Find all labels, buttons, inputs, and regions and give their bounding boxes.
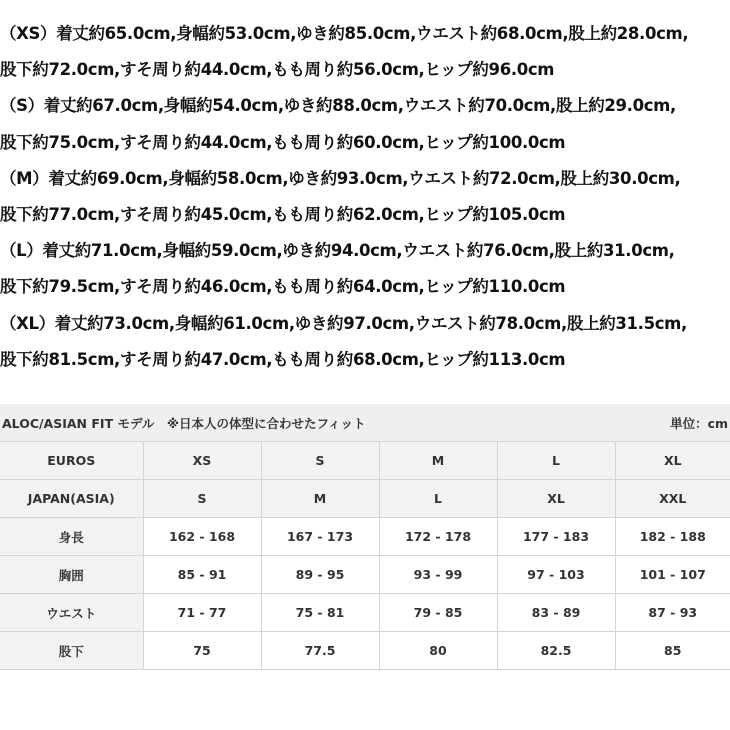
table-cell: M xyxy=(379,442,497,480)
table-cell: 71 - 77 xyxy=(143,594,261,632)
size-chart-caption: ALOC/ASIAN FIT モデル ※日本人の体型に合わせたフィット xyxy=(2,415,366,431)
measurement-line-xs: （XS）着丈約65.0cm,身幅約53.0cm,ゆき約85.0cm,ウエスト約68.0cm,股上約28.0cm, xyxy=(0,24,689,43)
size-chart xyxy=(0,404,730,670)
table-cell: 87 - 93 xyxy=(615,594,730,632)
measurement-line-xl: （XL）着丈約73.0cm,身幅約61.0cm,ゆき約97.0cm,ウエスト約78.0cm,股上約31.5cm, xyxy=(0,313,687,333)
measurement-list xyxy=(0,18,730,380)
table-row-chest xyxy=(0,556,730,594)
table-cell: 85 xyxy=(615,632,730,670)
table-cell: 75 xyxy=(143,632,261,670)
table-cell: L xyxy=(497,442,615,480)
table-row-japan xyxy=(0,480,730,518)
table-cell: 182 - 188 xyxy=(615,518,730,556)
table-cell: L xyxy=(379,480,497,518)
table-row-euros xyxy=(0,442,730,480)
row-label-euros: EUROS xyxy=(0,442,143,480)
table-row-waist xyxy=(0,594,730,632)
measurement-line-m-cont: 股下約77.0cm,すそ周り約45.0cm,もも周り約62.0cm,ヒップ約105.0cm xyxy=(0,204,566,224)
measurement-line-s-cont: 股下約75.0cm,すそ周り約44.0cm,もも周り約60.0cm,ヒップ約100.0cm xyxy=(0,132,566,152)
table-cell: 167 - 173 xyxy=(261,518,379,556)
table-cell: 177 - 183 xyxy=(497,518,615,556)
table-cell: 172 - 178 xyxy=(379,518,497,556)
table-row-inseam xyxy=(0,632,730,670)
table-cell: XL xyxy=(497,480,615,518)
table-cell: 89 - 95 xyxy=(261,556,379,594)
table-cell: 75 - 81 xyxy=(261,594,379,632)
size-table xyxy=(0,441,730,670)
table-cell: S xyxy=(143,480,261,518)
table-cell: XXL xyxy=(615,480,730,518)
row-label-waist: ウエスト xyxy=(0,594,143,632)
row-label-inseam: 股下 xyxy=(0,632,143,670)
table-cell: 83 - 89 xyxy=(497,594,615,632)
table-cell: M xyxy=(261,480,379,518)
measurement-line-xl-cont: 股下約81.5cm,すそ周り約47.0cm,もも周り約68.0cm,ヒップ約113.0cm xyxy=(0,349,566,369)
table-cell: 80 xyxy=(379,632,497,670)
table-cell: 93 - 99 xyxy=(379,556,497,594)
measurement-line-m: （M）着丈約69.0cm,身幅約58.0cm,ゆき約93.0cm,ウエスト約72.0cm,股上約30.0cm, xyxy=(0,168,681,188)
table-cell: S xyxy=(261,442,379,480)
measurement-line-l-cont: 股下約79.5cm,すそ周り約46.0cm,もも周り約64.0cm,ヒップ約110.0cm xyxy=(0,277,566,297)
table-cell: 79 - 85 xyxy=(379,594,497,632)
row-label-chest: 胸囲 xyxy=(0,556,143,594)
table-cell: 85 - 91 xyxy=(143,556,261,594)
table-row-height xyxy=(0,518,730,556)
row-label-japan: JAPAN(ASIA) xyxy=(0,480,143,518)
table-cell: XS xyxy=(143,442,261,480)
table-cell: 77.5 xyxy=(261,632,379,670)
measurement-line-s: （S）着丈約67.0cm,身幅約54.0cm,ゆき約88.0cm,ウエスト約70.0cm,股上約29.0cm, xyxy=(0,96,676,116)
measurement-line-l: （L）着丈約71.0cm,身幅約59.0cm,ゆき約94.0cm,ウエスト約76.0cm,股上約31.0cm, xyxy=(0,241,675,261)
table-cell: 101 - 107 xyxy=(615,556,730,594)
table-cell: XL xyxy=(615,442,730,480)
size-chart-unit: 単位：cm xyxy=(670,415,728,431)
measurement-line-xs-cont: 股下約72.0cm,すそ周り約44.0cm,もも周り約56.0cm,ヒップ約96.0cm xyxy=(0,60,555,80)
size-chart-caption-bar xyxy=(0,404,730,441)
table-cell: 162 - 168 xyxy=(143,518,261,556)
table-cell: 97 - 103 xyxy=(497,556,615,594)
table-cell: 82.5 xyxy=(497,632,615,670)
row-label-height: 身長 xyxy=(0,518,143,556)
